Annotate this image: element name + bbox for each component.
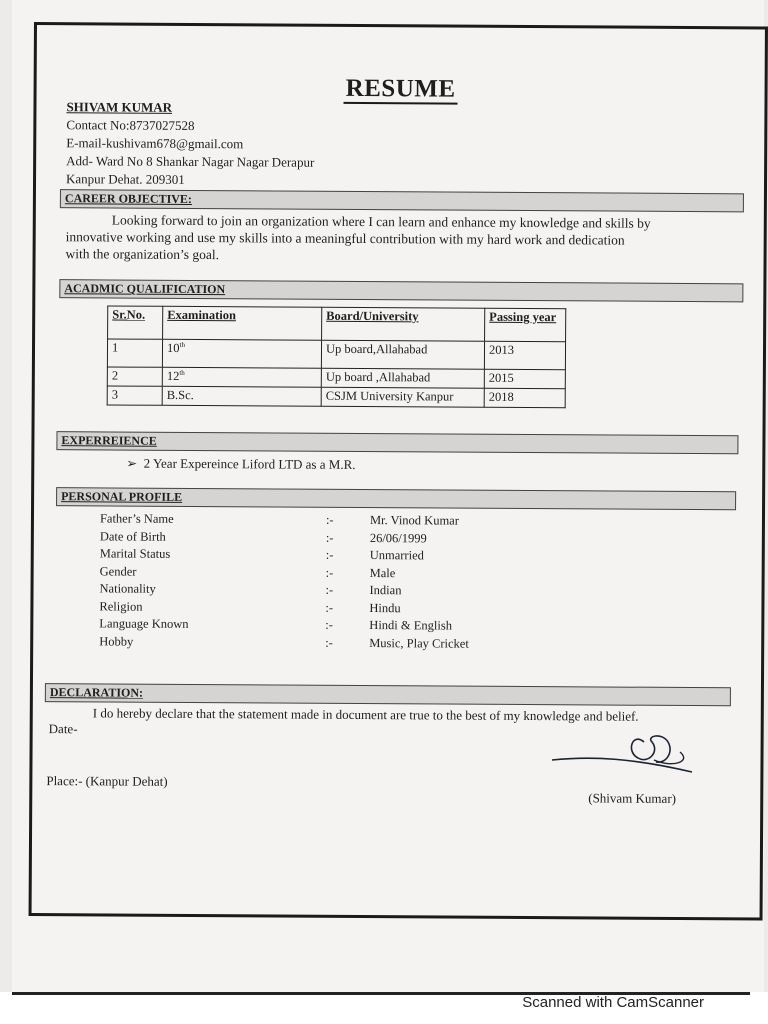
profile-label: Hobby	[99, 633, 134, 649]
cell-passing-year: 2013	[484, 341, 565, 369]
column-header-sr-no: Sr.No.	[108, 306, 163, 339]
profile-label: Father’s Name	[99, 511, 174, 526]
profile-separator: :-	[325, 565, 334, 580]
experience-text: 2 Year Expereince Liford LTD as a M.R.	[143, 455, 356, 472]
profile-value: Hindi & English	[369, 618, 453, 633]
career-objective-line-1: Looking forward to join an organization where I can learn and enhance my knowledge and skills by	[111, 212, 651, 231]
profile-label: Date of Birth	[99, 528, 166, 544]
cell-examination	[162, 367, 321, 387]
profile-value: Music, Play Cricket	[369, 635, 469, 651]
profile-separator: :-	[325, 582, 334, 597]
exam-value: B.Sc.	[166, 387, 194, 403]
declaration-heading: DECLARATION:	[45, 683, 731, 706]
profile-separator: :-	[325, 635, 333, 650]
scanner-footer	[0, 992, 768, 1024]
cell-examination	[162, 339, 321, 368]
cell-examination	[162, 386, 321, 406]
address-line-1: Add- Ward No 8 Shankar Nagar Nagar Derapur	[66, 153, 315, 170]
exam-superscript: th	[179, 368, 185, 377]
academic-qualification-heading: ACADMIC QUALIFICATION	[59, 279, 743, 302]
resume-sheet	[12, 0, 764, 1000]
column-header-examination: Examination	[163, 306, 322, 340]
exam-superscript: th	[179, 340, 186, 349]
profile-separator: :-	[325, 600, 334, 615]
candidate-name: SHIVAM KUMAR	[66, 99, 173, 115]
table-row	[107, 339, 565, 370]
profile-separator: :-	[325, 617, 334, 632]
column-header-passing-year: Passing year	[485, 308, 566, 341]
personal-profile-list	[99, 511, 469, 651]
profile-value: Mr. Vinod Kumar	[369, 513, 459, 528]
cell-sr-no: 1	[107, 339, 162, 367]
cell-sr-no: 3	[107, 386, 162, 405]
profile-label: Gender	[99, 563, 137, 579]
profile-value: Unmarried	[369, 548, 424, 563]
profile-label: Religion	[99, 598, 143, 614]
experience-item	[126, 456, 355, 473]
declaration-text: I do hereby declare that the statement made in document are true to the best of my knowledge and belief.	[92, 705, 639, 724]
profile-separator: :-	[325, 530, 334, 545]
profile-value: 26/06/1999	[369, 530, 427, 545]
career-objective-text	[66, 211, 651, 266]
scanner-watermark: Scanned with CamScanner	[522, 994, 704, 1011]
profile-value: Hindu	[369, 600, 401, 615]
table-header-row	[108, 306, 566, 342]
career-objective-line-3: with the organization’s goal.	[65, 246, 220, 263]
experience-heading: EXPERREIENCE	[56, 431, 738, 454]
profile-separator: :-	[325, 512, 334, 527]
profile-value: Male	[369, 565, 396, 580]
profile-separator: :-	[325, 547, 334, 562]
cell-passing-year: 2015	[484, 369, 565, 388]
email-address: E-mail-kushivam678@gmail.com	[66, 135, 244, 152]
resume-title: RESUME	[37, 73, 765, 105]
column-header-board: Board/University	[322, 307, 485, 341]
career-objective-line-2: innovative working and use my skills into a meaningful contribution with my hard work and dedication	[65, 229, 625, 248]
cell-board: CSJM University Kanpur	[321, 387, 484, 407]
exam-value: 10	[166, 340, 180, 356]
cell-sr-no: 2	[107, 367, 162, 386]
profile-label: Language Known	[99, 616, 189, 631]
career-objective-heading: CAREER OBJECTIVE:	[60, 189, 744, 212]
contact-number: Contact No:8737027528	[66, 117, 195, 133]
signature-name: (Shivam Kumar)	[588, 790, 677, 806]
profile-value: Indian	[369, 583, 402, 598]
bullet-arrow-icon: ➢	[126, 455, 138, 471]
personal-profile-heading: PERSONAL PROFILE	[56, 487, 736, 510]
academic-qualification-table	[107, 305, 567, 408]
profile-label: Marital Status	[99, 546, 171, 561]
exam-value: 12	[166, 368, 180, 384]
date-label: Date-	[48, 721, 78, 737]
table-row	[107, 386, 565, 408]
profile-label: Nationality	[99, 581, 156, 596]
cell-board: Up board,Allahabad	[321, 340, 484, 369]
cell-passing-year: 2018	[484, 388, 565, 407]
cell-board: Up board ,Allahabad	[321, 368, 484, 388]
address-line-2: Kanpur Dehat. 209301	[65, 171, 185, 187]
signature-icon	[542, 712, 712, 792]
place-label: Place:- (Kanpur Dehat)	[46, 773, 168, 789]
